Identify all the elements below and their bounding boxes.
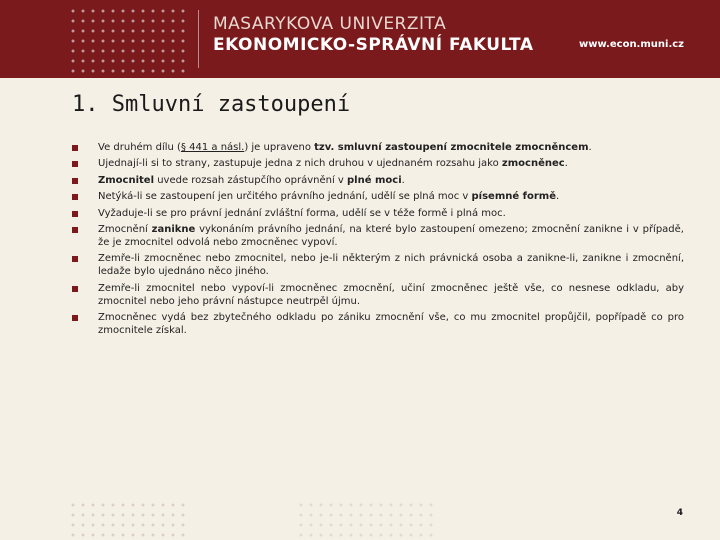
bullet-square-icon [72,211,78,217]
text-run: Zmocnění [98,224,152,236]
header-divider [198,10,199,68]
emphasis-text: zanikne [151,224,196,236]
bullet-square-icon [72,161,78,167]
bullet-square-icon [72,145,78,151]
emphasis-text: zmocněnec [501,158,565,170]
faculty-name: EKONOMICKO-SPRÁVNÍ FAKULTA [213,35,534,55]
footer-dot-pattern [68,500,188,540]
list-item [72,175,684,188]
list-item [72,253,684,279]
list-item [72,312,684,338]
law-reference-link[interactable]: § 441 a násl. [180,142,245,153]
bullet-square-icon [72,315,78,321]
emphasis-text: písemné formě [471,191,556,203]
text-run: vykonáním právního jednání, na které bylo zastoupení omezeno; zmocnění zanikne i v případě, že je zmocnitel odvolá nebo zmocněnec vypoví. [98,224,684,248]
list-item [72,283,684,309]
list-item [72,158,684,171]
list-item [72,208,684,221]
bullet-square-icon [72,178,78,184]
emphasis-text: tzv. smluvní zastoupení zmocnitele zmocněncem [314,142,589,153]
text-run: Ve druhém dílu ( [98,142,181,153]
website-link[interactable]: www.econ.muni.cz [578,39,684,50]
bullet-square-icon [72,194,78,200]
text-run: Zmocněnec vydá bez zbytečného odkladu po zániku zmocnění vše, co mu zmocnitel propůjčil, popřípadě co pro zmocnitele získal. [98,311,684,336]
footer-dot-pattern-right [296,500,436,540]
header-banner [0,0,720,78]
text-run: . [556,191,560,203]
text-run: . [401,174,405,186]
text-run: Zemře-li zmocnitel nebo vypoví-li zmocněnec zmocnění, učiní zmocněnec ještě vše, co nesnese odkladu, aby zmocnitel nebo jeho právní nástupce neutrpěl újmu. [98,282,684,307]
slide-title: 1. Smluvní zastoupení [72,92,351,117]
university-name: MASARYKOVA UNIVERZITA [213,14,447,34]
text-run: Zemře-li zmocněnec nebo zmocnitel, nebo je-li některým z nich právnická osoba a zanikne-li, zanikne i zmocnění, ledaže bylo ujednáno něco jiného. [98,253,684,278]
list-item [72,224,684,250]
text-run: . [588,142,592,153]
text-run: Ujednají-li si to strany, zastupuje jedna z nich druhou v ujednaném rozsahu jako [98,158,502,170]
list-item [72,191,684,204]
dot-pattern-logo [68,6,188,74]
emphasis-text: plné moci [347,174,402,186]
bullet-square-icon [72,256,78,262]
bullet-square-icon [72,286,78,292]
bullet-square-icon [72,227,78,233]
text-run: ) je upraveno [244,142,315,153]
text-run: . [564,158,568,170]
bullet-list [72,142,684,341]
text-run: Vyžaduje-li se pro právní jednání zvláštní forma, udělí se v téže formě i plná moc. [98,207,506,219]
text-run: Netýká-li se zastoupení jen určitého právního jednání, udělí se plná moc v [98,191,472,203]
list-item [72,142,684,155]
text-run: uvede rozsah zástupčího oprávnění v [154,174,348,186]
emphasis-text: Zmocnitel [98,174,155,186]
page-number: 4 [676,508,683,518]
